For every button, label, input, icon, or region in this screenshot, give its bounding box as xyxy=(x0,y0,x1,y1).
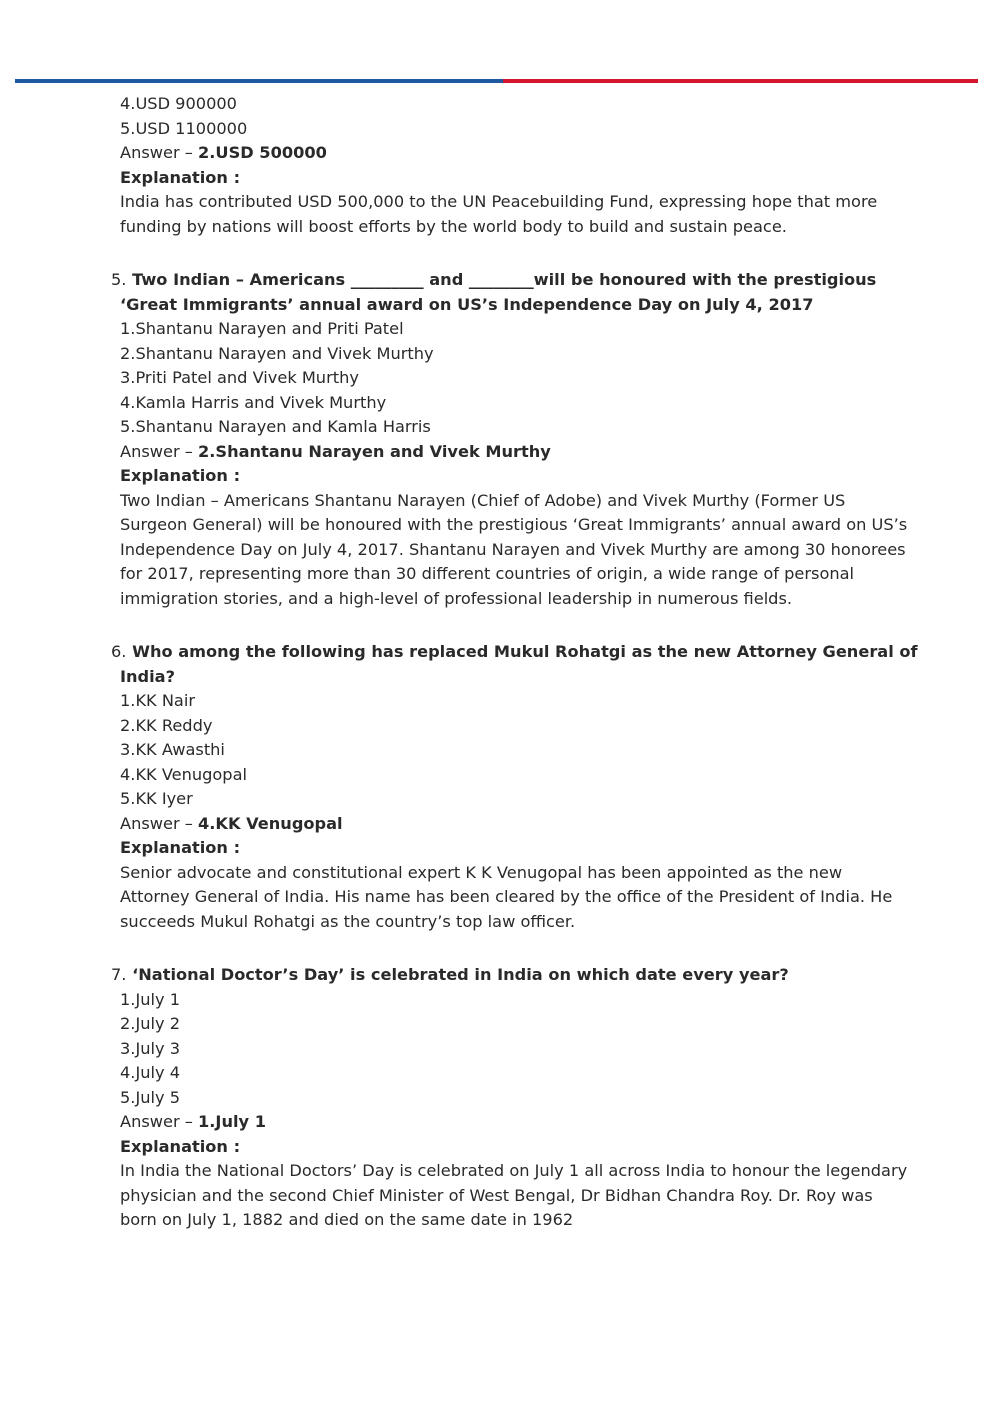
explanation-text: Senior advocate and constitutional expert K K Venugopal has been appointed as the new Attorney General of India. His name has been cleared by the office of the President of India. He succeeds Mukul Rohatgi as the country’s top law officer. xyxy=(120,862,893,931)
answer-prefix: Answer – xyxy=(120,441,199,461)
option: 3.July 3 xyxy=(120,1038,180,1058)
question-text: Two Indian – Americans _________ and ________will be honoured with the prestigious ‘Great Immigrants’ annual award on US’s Independence Day on July 4, 2017 xyxy=(120,270,877,314)
explanation-text: India has contributed USD 500,000 to the UN Peacebuilding Fund, expressing hope that more funding by nations will boost efforts by the world body to build and sustain peace. xyxy=(120,192,878,236)
explanation-text: Two Indian – Americans Shantanu Narayen (Chief of Adobe) and Vivek Murthy (Former US Surgeon General) will be honoured with the prestigious ‘Great Immigrants’ annual award on US’s Independence Day on July 4, 2017. Shantanu Narayen and Vivek Murthy are among 30 honorees for 2017, representing more than 30 different countries of origin, a wide range of personal immigration stories, and a high-level of professional leadership in numerous fields. xyxy=(120,490,908,608)
answer-line xyxy=(89,141,919,166)
question-heading xyxy=(89,963,919,988)
question-number: 7. xyxy=(111,965,127,984)
question-text: ‘National Doctor’s Day’ is celebrated in India on which date every year? xyxy=(132,965,789,984)
option: 4.KK Venugopal xyxy=(120,764,247,784)
explanation-label: Explanation : xyxy=(120,838,241,857)
question-number: 6. xyxy=(111,642,127,661)
option: 4.Kamla Harris and Vivek Murthy xyxy=(120,392,387,412)
header-rule-blue xyxy=(15,79,503,83)
explanation-label: Explanation : xyxy=(120,1136,241,1156)
answer-prefix: Answer – xyxy=(120,143,199,162)
option: 1.KK Nair xyxy=(120,691,196,710)
option: 3.KK Awasthi xyxy=(120,740,225,759)
answer-value: 2.Shantanu Narayen and Vivek Murthy xyxy=(198,441,551,461)
question-4-continuation xyxy=(89,92,919,239)
option: 5.Shantanu Narayen and Kamla Harris xyxy=(120,417,431,436)
explanation-text: In India the National Doctors’ Day is celebrated on July 1 all across India to honour the legendary physician and the second Chief Minister of West Bengal, Dr Bidhan Chandra Roy. Dr. Roy was born on July 1, 1882 and died on the same date in 1962 xyxy=(120,1161,908,1229)
option: 3.Priti Patel and Vivek Murthy xyxy=(120,368,359,387)
question-heading xyxy=(89,640,919,689)
option: 2.Shantanu Narayen and Vivek Murthy xyxy=(120,343,434,363)
answer-value: 4.KK Venugopal xyxy=(198,813,343,833)
option: 5.USD 1100000 xyxy=(120,118,248,138)
explanation-label: Explanation : xyxy=(120,466,241,485)
document-body xyxy=(89,92,919,1233)
answer-line xyxy=(89,1110,919,1135)
answer-prefix: Answer – xyxy=(120,1112,199,1131)
option: 1.July 1 xyxy=(120,989,180,1009)
answer-line xyxy=(89,440,919,465)
answer-prefix: Answer – xyxy=(120,813,199,833)
answer-value: 1.July 1 xyxy=(198,1112,266,1131)
question-number: 5. xyxy=(111,270,127,289)
option: 5.July 5 xyxy=(120,1087,180,1107)
question-6 xyxy=(89,640,919,934)
option: 4.USD 900000 xyxy=(120,94,237,113)
answer-line xyxy=(89,812,919,837)
option: 4.July 4 xyxy=(120,1063,180,1082)
question-7 xyxy=(89,963,919,1233)
question-5 xyxy=(89,268,919,611)
explanation-label: Explanation : xyxy=(120,167,241,187)
header-rule-red xyxy=(503,79,978,83)
question-text: Who among the following has replaced Mukul Rohatgi as the new Attorney General of India? xyxy=(120,642,918,686)
option: 1.Shantanu Narayen and Priti Patel xyxy=(120,319,404,338)
option: 2.KK Reddy xyxy=(120,715,213,735)
option: 5.KK Iyer xyxy=(120,789,193,808)
option: 2.July 2 xyxy=(120,1014,180,1033)
question-heading xyxy=(89,268,919,317)
answer-value: 2.USD 500000 xyxy=(198,143,327,162)
